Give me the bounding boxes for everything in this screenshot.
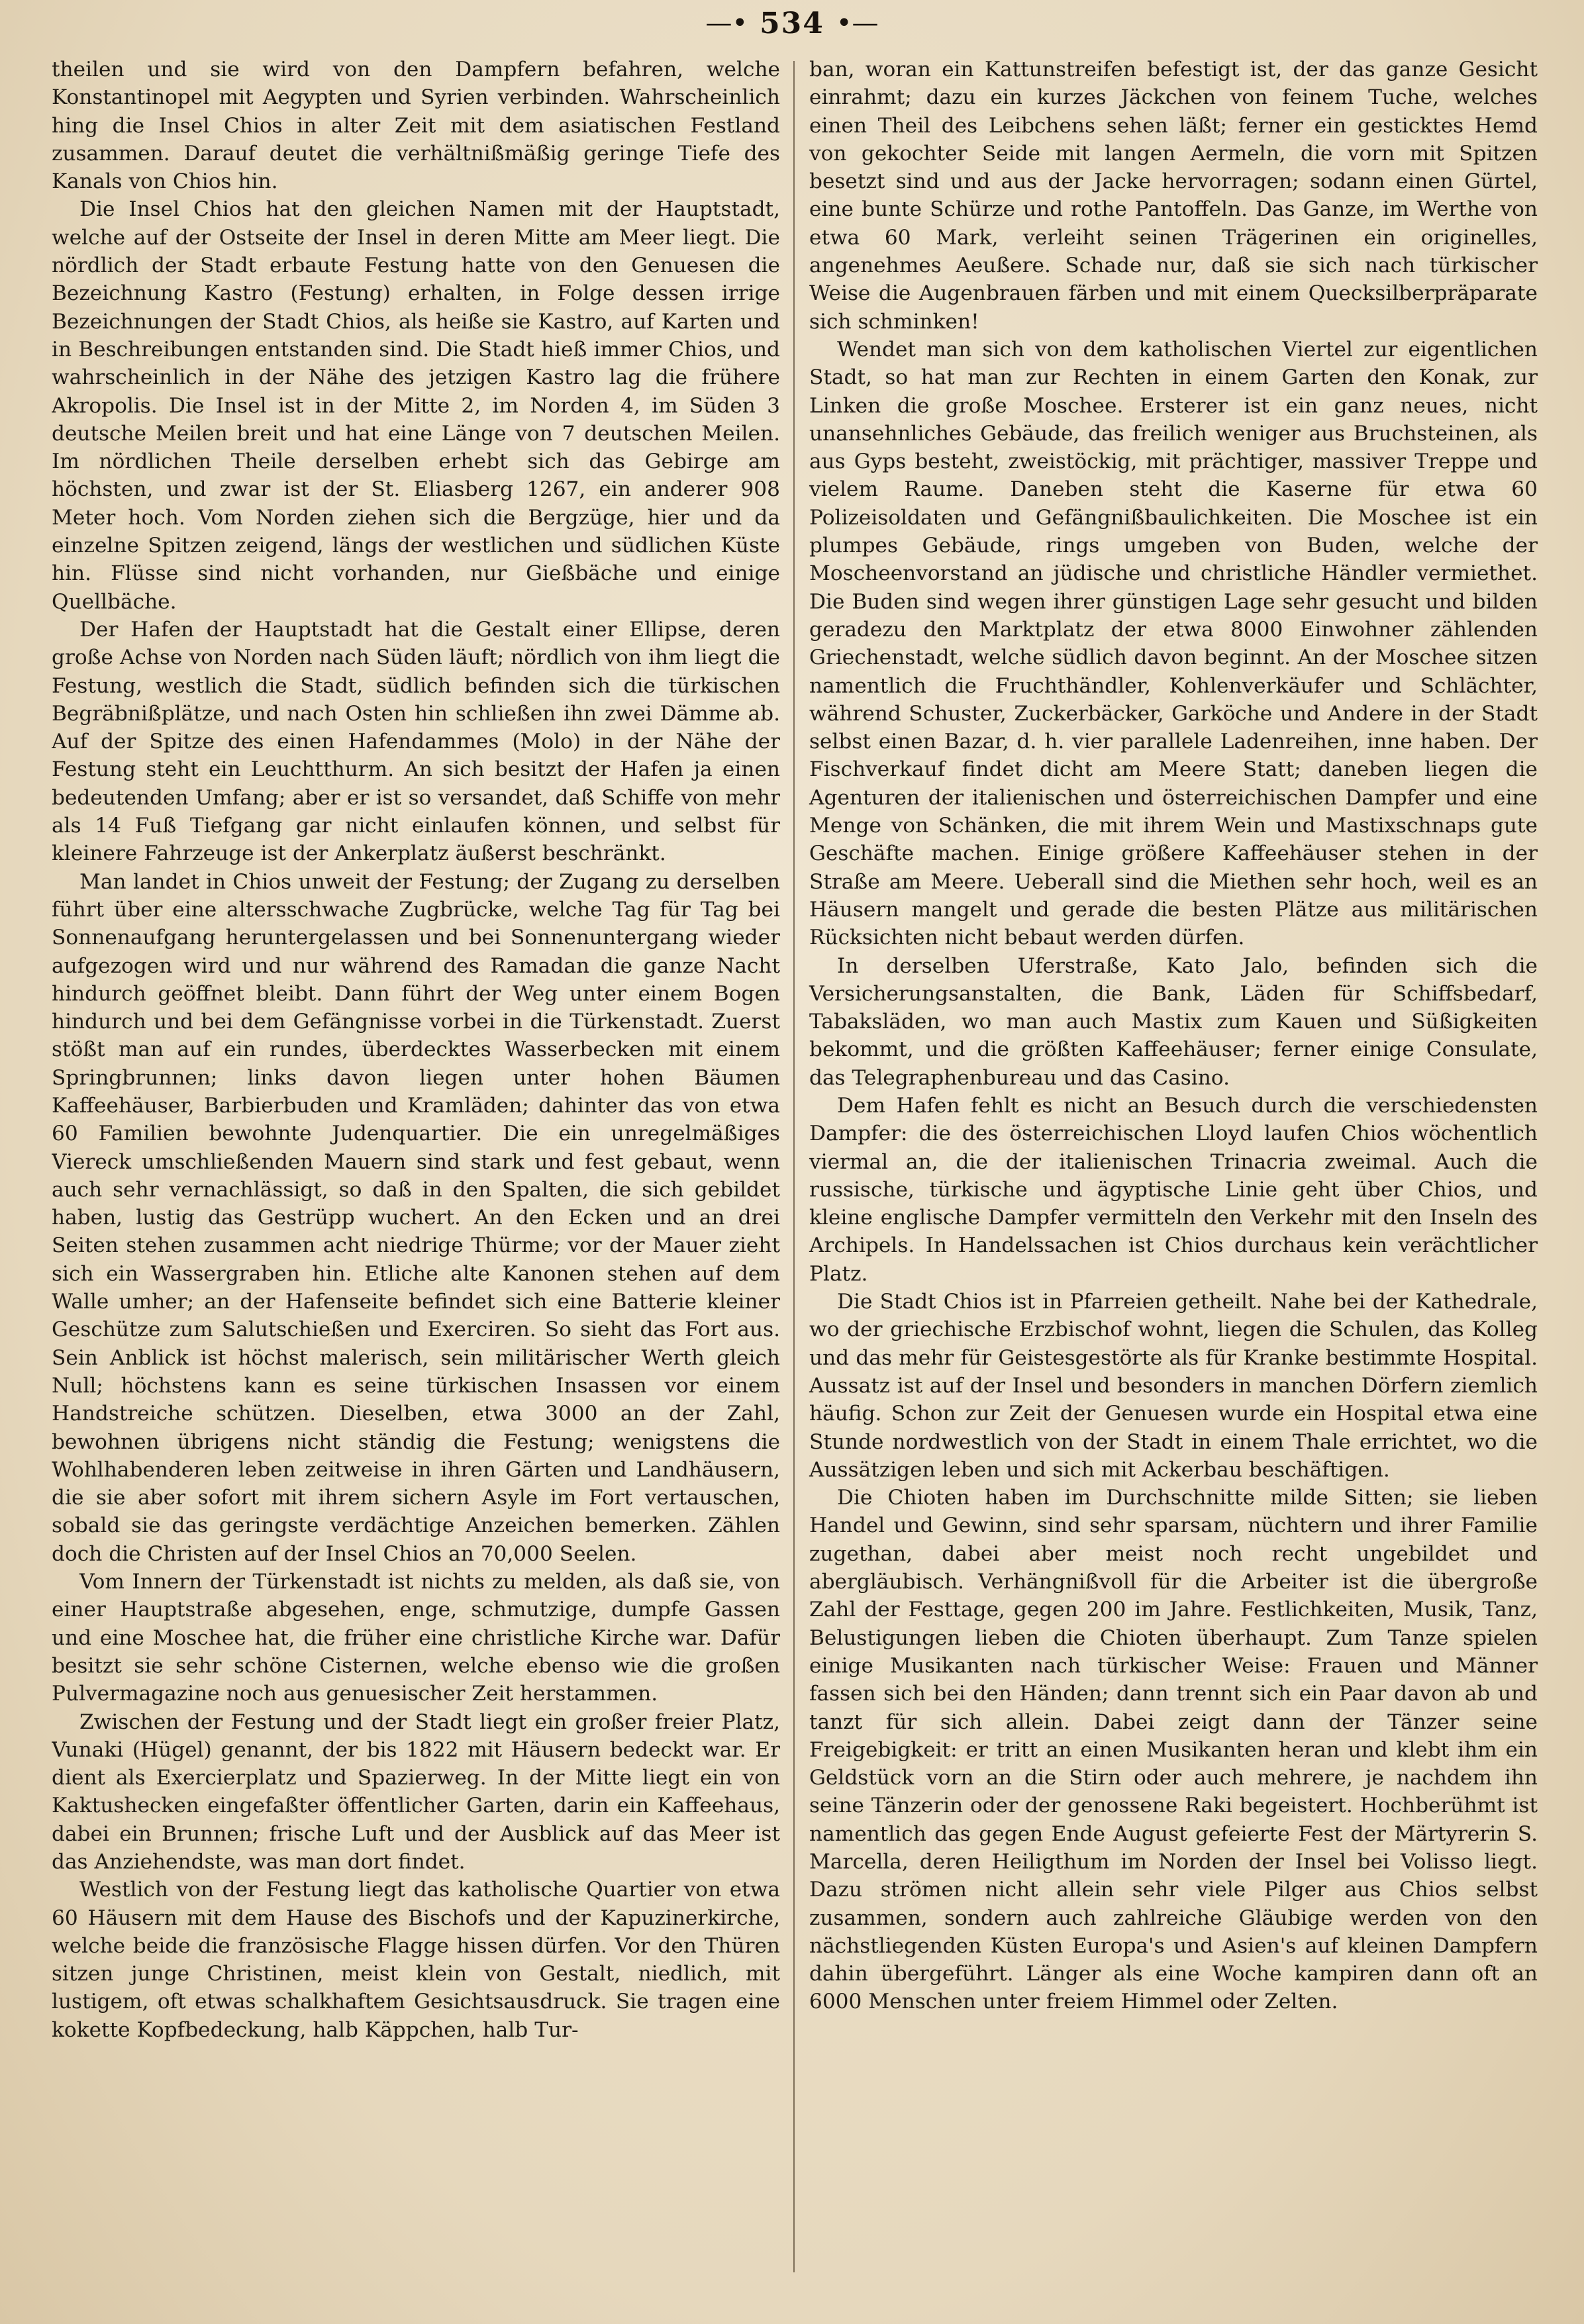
paragraph: Vom Innern der Türkenstadt ist nichts zu melden, als daß sie, von einer Hauptstraße abgesehen, enge, schmutzige, dumpfe Gassen und eine Moschee hat, die früher eine christliche Kirche war. Dafür besitzt sie sehr schöne Cisternen, welche ebenso wie die großen Pulvermagazine noch aus genuesischer Zeit herstammen. bbox=[52, 1570, 780, 1706]
paragraph: ban, woran ein Kattunstreifen befestigt ist, der das ganze Gesicht einrahmt; dazu ein kurzes Jäckchen von feinem Tuche, welches einen Theil des Leibchens sehen läßt; ferner ein gesticktes Hemd von gekochter Seide mit langen Aermeln, die vorn mit Spitzen besetzt sind und aus der Jacke hervorragen; sodann einen Gürtel, eine bunte Schürze und rothe Pantoffeln. Das Ganze, im Werthe von etwa 60 Mark, verleiht seinen Trägerinen ein originelles, angenehmes Aeußere. Schade nur, daß sie sich nach türkischer Weise die Augenbrauen färben und mit einem Quecksilberpräparate sich schminken! bbox=[809, 58, 1538, 334]
paragraph: Zwischen der Festung und der Stadt liegt ein großer freier Platz, Vunaki (Hügel) genannt, der bis 1822 mit Häusern bedeckt war. Er dient als Exercierplatz und Spazierweg. In der Mitte liegt ein von Kaktushecken eingefaßter öffentlicher Garten, darin ein Kaffeehaus, dabei ein Brunnen; frische Luft und der Ausblick auf das Meer ist das Anziehendste, was man dort findet. bbox=[52, 1710, 780, 1874]
paragraph: Dem Hafen fehlt es nicht an Besuch durch die verschiedensten Dampfer: die des österreichischen Lloyd laufen Chios wöchentlich viermal an, die der italienischen Trinacria zweimal. Auch die russische, türkische und ägyptische Linie geht über Chios, und kleine englische Dampfer vermitteln den Verkehr mit den Inseln des Archipels. In Handelssachen ist Chios durchaus kein verächtlicher Platz. bbox=[809, 1093, 1538, 1286]
paragraph: Wendet man sich von dem katholischen Viertel zur eigentlichen Stadt, so hat man zur Rechten in einem Garten den Konak, zur Linken die große Moschee. Ersterer ist ein ganz neues, nicht unansehnliches Gebäude, das freilich weniger aus Bruchsteinen, als aus Gyps besteht, zweistöckig, mit prächtiger, massiver Treppe und vielem Raume. Daneben steht die Kaserne für etwa 60 Polizeisoldaten und Gefängnißbaulichkeiten. Die Moschee ist ein plumpes Gebäude, rings umgeben von Buden, welche der Moscheenvorstand an jüdische und christliche Händler vermiethet. Die Buden sind wegen ihrer günstigen Lage sehr gesucht und bilden geradezu den Marktplatz der etwa 8000 Einwohner zählenden Griechenstadt, welche südlich davon beginnt. An der Moschee sitzen namentlich die Fruchthändler, Kohlenverkäufer und Schlächter, während Schuster, Zuckerbäcker, Garköche und Andere in der Stadt selbst einen Bazar, d. h. vier parallele Ladenreihen, inne haben. Der Fischverkauf findet dicht am Meere Statt; daneben liegen die Agenturen der italienischen und österreichischen Dampfer und eine Menge von Schänken, die mit ihrem Wein und Mastixschnaps gute Geschäfte machen. Einige größere Kaffeehäuser stehen in der Straße am Meere. Ueberall sind die Miethen sehr hoch, weil es an Häusern mangelt und gerade die besten Plätze aus militärischen Rücksichten nicht bebaut werden dürfen. bbox=[809, 337, 1538, 950]
paragraph: Westlich von der Festung liegt das katholische Quartier von etwa 60 Häusern mit dem Hause des Bischofs und der Kapuzinerkirche, welche beide die französische Flagge hissen dürfen. Vor den Thüren sitzen junge Christinen, meist klein von Gestalt, niedlich, mit lustigem, oft etwas schalkhaftem Gesichtsausdruck. Sie tragen eine kokette Kopfbedeckung, halb Käppchen, halb Tur- bbox=[52, 1878, 780, 2042]
header-ornament-right: •— bbox=[836, 8, 879, 38]
paragraph: Die Stadt Chios ist in Pfarreien getheilt. Nahe bei der Kathedrale, wo der griechische Erzbischof wohnt, liegen die Schulen, das Kolleg und das mehr für Geistesgestörte als für Kranke bestimmte Hospital. Aussatz ist auf der Insel und besonders in manchen Dörfern ziemlich häufig. Schon zur Zeit der Genuesen wurde ein Hospital etwa eine Stunde nordwestlich von der Stadt in einem Thale errichtet, wo die Aussätzigen leben und sich mit Ackerbau beschäftigen. bbox=[809, 1290, 1538, 1482]
page-header bbox=[0, 0, 1584, 46]
column-rule bbox=[793, 61, 795, 2272]
paragraph: In derselben Uferstraße, Kato Jalo, befinden sich die Versicherungsanstalten, die Bank, Läden für Schiffsbedarf, Tabaksläden, wo man auch Mastix zum Kauen und Süßigkeiten bekommt, und die größten Kaffeehäuser; ferner einige Consulate, das Telegraphenbureau und das Casino. bbox=[809, 953, 1538, 1090]
left-column bbox=[52, 56, 793, 2287]
right-column bbox=[795, 56, 1538, 2287]
paragraph: Man landet in Chios unweit der Festung; der Zugang zu derselben führt über eine altersschwache Zugbrücke, welche Tag für Tag bei Sonnenaufgang heruntergelassen und bei Sonnenuntergang wieder aufgezogen wird und nur während des Ramadan die ganze Nacht hindurch geöffnet bleibt. Dann führt der Weg unter einem Bogen hindurch und bei dem Gefängnisse vorbei in die Türkenstadt. Zuerst stößt man auf ein rundes, überdecktes Wasserbecken mit einem Springbrunnen; links davon liegen unter hohen Bäumen Kaffeehäuser, Barbierbuden und Kramläden; dahinter das von etwa 60 Familien bewohnte Judenquartier. Die ein unregelmäßiges Viereck umschließenden Mauern sind stark und fest gebaut, wenn auch sehr vernachlässigt, so daß in den Spalten, die sich gebildet haben, lustig das Gestrüpp wuchert. An den Ecken und an drei Seiten stehen zusammen acht niedrige Thürme; vor der Mauer zieht sich ein Wassergraben hin. Etliche alte Kanonen stehen auf dem Walle umher; an der Hafenseite befindet sich eine Batterie kleiner Geschütze zum Salutschießen und Exerciren. So sieht das Fort aus. Sein Anblick ist höchst malerisch, sein militärischer Werth gleich Null; höchstens kann es seine türkischen Insassen vor einem Handstreiche schützen. Dieselben, etwa 3000 an der Zahl, bewohnen übrigens nicht ständig die Festung; wenigstens die Wohlhabenderen leben zeitweise in ihren Gärten und Landhäusern, die sie aber sofort mit ihrem sichern Asyle im Fort vertauschen, sobald sie das geringste verdächtige Anzeichen bemerken. Zählen doch die Christen auf der Insel Chios an 70,000 Seelen. bbox=[52, 869, 780, 1566]
paragraph: Die Chioten haben im Durchschnitte milde Sitten; sie lieben Handel und Gewinn, sind sehr sparsam, nüchtern und ihrer Familie zugethan, dabei aber meist noch recht ungebildet und abergläubisch. Verhängnißvoll für die Arbeiter ist die übergroße Zahl der Festtage, gegen 200 im Jahre. Festlichkeiten, Musik, Tanz, Belustigungen lieben die Chioten überhaupt. Zum Tanze spielen einige Musikanten nach türkischer Weise: Frauen und Männer fassen sich bei den Händen; dann trennt sich ein Paar davon ab und tanzt für sich allein. Dabei zeigt dann der Tänzer seine Freigebigkeit: er tritt an einen Musikanten heran und klebt ihm ein Geldstück vorn an die Stirn oder auch mehrere, je nachdem ihn seine Tänzerin oder der genossene Raki begeistert. Hochberühmt ist namentlich das gegen Ende August gefeierte Fest der Märtyrerin S. Marcella, deren Heiligthum im Norden der Insel bei Volisso liegt. Dazu strömen nicht allein sehr viele Pilger aus Chios selbst zusammen, sondern auch zahlreiche Gläubige werden von den nächstliegenden Küsten Europa's und Asien's auf kleinen Dampfern dahin übergeführt. Länger als eine Woche kampiren dann oft an 6000 Menschen unter freiem Himmel oder Zelten. bbox=[809, 1486, 1538, 2014]
paragraph: theilen und sie wird von den Dampfern befahren, welche Konstantinopel mit Aegypten und Syrien verbinden. Wahrscheinlich hing die Insel Chios in alter Zeit mit dem asiatischen Festland zusammen. Darauf deutet die verhältnißmäßig geringe Tiefe des Kanals von Chios hin. bbox=[52, 58, 780, 194]
paragraph: Die Insel Chios hat den gleichen Namen mit der Hauptstadt, welche auf der Ostseite der Insel in deren Mitte am Meer liegt. Die nördlich der Stadt erbaute Festung hatte von den Genuesen die Bezeichnung Kastro (Festung) erhalten, in Folge dessen irrige Bezeichnungen der Stadt Chios, als heiße sie Kastro, auf Karten und in Beschreibungen entstanden sind. Die Stadt hieß immer Chios, und wahrscheinlich in der Nähe des jetzigen Kastro lag die frühere Akropolis. Die Insel ist in der Mitte 2, im Norden 4, im Süden 3 deutsche Meilen breit und hat eine Länge von 7 deutschen Meilen. Im nördlichen Theile derselben erhebt sich das Gebirge am höchsten, und zwar ist der St. Eliasberg 1267, ein anderer 908 Meter hoch. Vom Norden ziehen sich die Bergzüge, hier und da einzelne Spitzen zeigend, längs der westlichen und südlichen Küste hin. Flüsse sind nicht vorhanden, nur Gießbäche und einige Quellbäche. bbox=[52, 197, 780, 614]
header-ornament-left: —• bbox=[705, 8, 748, 38]
text-columns bbox=[52, 56, 1538, 2287]
page-number: 534 bbox=[760, 6, 824, 40]
paragraph: Der Hafen der Hauptstadt hat die Gestalt einer Ellipse, deren große Achse von Norden nach Süden läuft; nördlich von ihm liegt die Festung, westlich die Stadt, südlich befinden sich die türkischen Begräbnißplätze, und nach Osten hin schließen ihn zwei Dämme ab. Auf der Spitze des einen Hafendammes (Molo) in der Nähe der Festung steht ein Leuchtthurm. An sich besitzt der Hafen ja einen bedeutenden Umfang; aber er ist so versandet, daß Schiffe von mehr als 14 Fuß Tiefgang gar nicht einlaufen können, und selbst für kleinere Fahrzeuge ist der Ankerplatz äußerst beschränkt. bbox=[52, 617, 780, 866]
